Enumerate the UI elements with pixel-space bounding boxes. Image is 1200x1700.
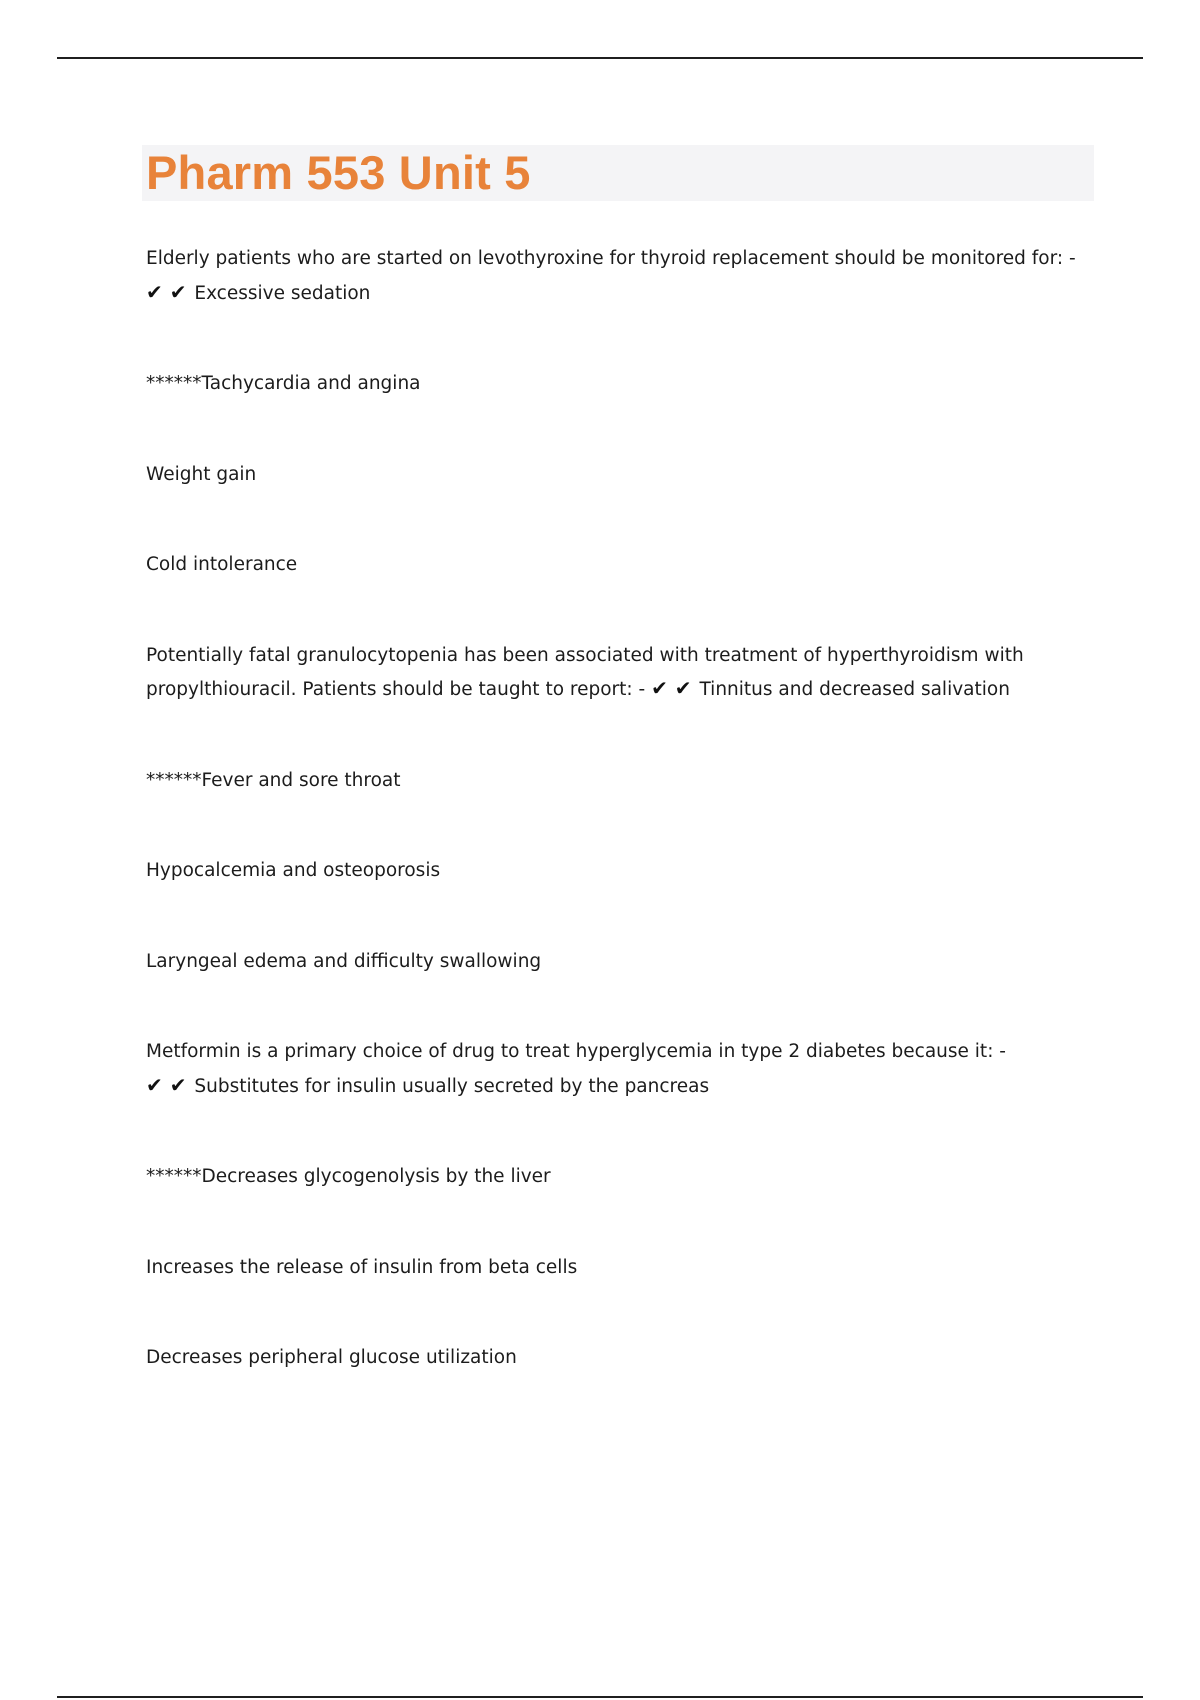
qa-content <box>146 243 1086 1433</box>
double-check-icon: ✔ ✔ <box>146 279 187 304</box>
answer-option: Decreases peripheral glucose utilization <box>146 1347 517 1368</box>
answer-option: ******Decreases glycogenolysis by the liver <box>146 1166 551 1187</box>
question-entry <box>146 243 1086 310</box>
answer-option: Hypocalcemia and osteoporosis <box>146 860 441 881</box>
double-check-icon: ✔ ✔ <box>651 676 692 700</box>
answer-option: Laryngeal edema and difficulty swallowing <box>146 950 542 972</box>
question-entry <box>146 1036 1086 1103</box>
marked-answer: Tinnitus and decreased salivation <box>699 679 1010 700</box>
question-text: Elderly patients who are started on levothyroxine for thyroid replacement should be monitored for: - <box>146 248 1076 269</box>
question-text: Metformin is a primary choice of drug to treat hyperglycemia in type 2 diabetes because it: - <box>146 1041 1006 1062</box>
double-check-icon: ✔ ✔ <box>146 1072 187 1097</box>
marked-answer: Substitutes for insulin usually secreted by the pancreas <box>194 1075 710 1097</box>
answer-option: ******Fever and sore throat <box>146 769 401 791</box>
answer-option: ******Tachycardia and angina <box>146 373 421 394</box>
page-title: Pharm 553 Unit 5 <box>146 146 531 199</box>
top-rule <box>57 57 1143 59</box>
bottom-rule <box>57 1696 1143 1698</box>
question-text: Potentially fatal granulocytopenia has been associated with treatment of hyperthyroidism with propylthiouracil. Patients should be taught to report: - <box>146 644 1024 700</box>
answer-option: Cold intolerance <box>146 554 298 575</box>
answer-option: Weight gain <box>146 463 257 485</box>
answer-option: Increases the release of insulin from beta cells <box>146 1256 578 1278</box>
marked-answer: Excessive sedation <box>194 282 371 304</box>
question-entry <box>146 640 1086 707</box>
